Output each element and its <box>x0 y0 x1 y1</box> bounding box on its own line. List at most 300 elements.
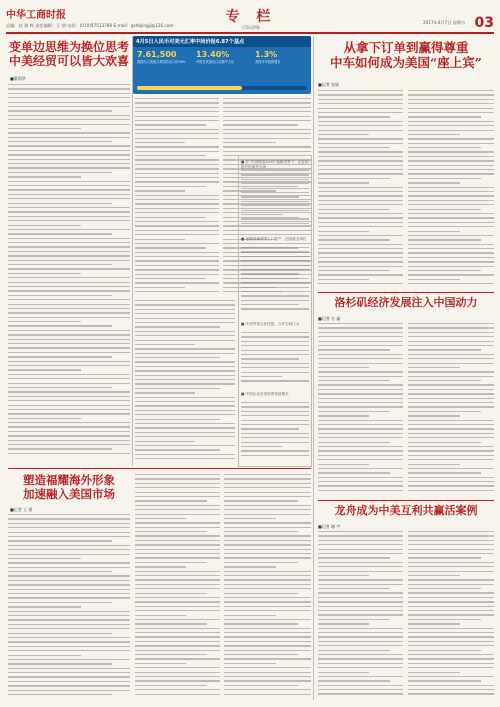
text-line <box>408 540 494 541</box>
text-line <box>408 389 494 390</box>
text-line <box>408 676 494 677</box>
text-line <box>8 189 130 190</box>
text-line <box>135 217 206 218</box>
text-line <box>135 366 235 367</box>
text-line <box>318 248 403 249</box>
text-line <box>318 689 403 690</box>
text-line <box>8 110 112 111</box>
text-line <box>8 137 130 138</box>
text-line <box>8 93 130 94</box>
text-line <box>318 450 403 451</box>
text-line <box>318 584 403 585</box>
text-line <box>318 571 403 572</box>
stat-value: 1.3% <box>255 50 278 59</box>
text-line <box>8 167 130 168</box>
text-line <box>8 624 130 625</box>
text-line <box>224 535 311 536</box>
text-line <box>8 606 81 607</box>
article-2-body-right <box>408 90 494 290</box>
text-line <box>318 235 403 236</box>
text-line <box>408 160 494 161</box>
text-line <box>241 205 309 206</box>
text-line <box>135 427 235 428</box>
text-line <box>408 341 494 342</box>
text-line <box>135 397 235 398</box>
text-line <box>241 446 282 447</box>
column-divider <box>132 36 133 466</box>
text-line <box>241 214 282 215</box>
text-line <box>318 575 369 576</box>
text-line <box>408 667 494 668</box>
text-line <box>135 610 220 611</box>
text-line <box>408 274 494 275</box>
text-line <box>408 610 494 611</box>
text-line <box>224 619 311 620</box>
text-line <box>135 177 219 178</box>
text-line <box>135 392 195 393</box>
text-line <box>408 130 494 131</box>
text-line <box>318 389 403 390</box>
text-line <box>318 614 403 615</box>
text-line <box>318 130 403 131</box>
text-line <box>408 442 481 443</box>
text-line <box>408 553 494 554</box>
text-line <box>318 597 403 598</box>
text-line <box>135 531 207 532</box>
text-line <box>223 124 298 125</box>
bullet-3: ■ 中美贸易互补性强，合作空间巨大 <box>241 322 300 326</box>
text-line <box>224 680 311 681</box>
paper-name: 中华工商时报 <box>6 10 66 21</box>
text-line <box>318 270 390 271</box>
text-line <box>8 435 130 436</box>
text-line <box>408 597 494 598</box>
text-line <box>318 231 369 232</box>
text-line <box>318 540 403 541</box>
text-line <box>408 641 494 642</box>
text-line <box>318 222 403 223</box>
text-line <box>8 676 130 677</box>
text-line <box>224 623 298 624</box>
text-line <box>135 247 206 248</box>
article-1-headline-line-2: 中美经贸可以皆大欢喜 <box>8 54 129 69</box>
text-line <box>408 672 460 673</box>
text-line <box>318 182 369 183</box>
stat-label: 我国出口美国占我国总出口的18% <box>137 60 186 64</box>
text-line <box>8 260 130 261</box>
text-line <box>318 531 403 532</box>
text-line <box>241 455 309 456</box>
bullet-3-body <box>241 332 309 387</box>
text-line <box>8 128 81 129</box>
text-line <box>8 290 130 291</box>
text-line <box>8 141 112 142</box>
text-line <box>8 378 130 379</box>
text-line <box>318 252 403 253</box>
text-line <box>318 349 390 350</box>
infographic-stat-3 <box>255 50 307 64</box>
text-line <box>408 125 494 126</box>
text-line <box>135 348 235 349</box>
article-3-body-middle <box>135 474 220 702</box>
text-line <box>408 345 494 346</box>
text-line <box>135 654 207 655</box>
text-line <box>135 322 235 323</box>
text-line <box>241 300 309 301</box>
text-line <box>135 212 219 213</box>
text-line <box>241 179 309 180</box>
text-line <box>8 527 130 528</box>
section-divider <box>8 468 311 469</box>
text-line <box>241 287 309 288</box>
article-5-headline: 龙舟成为中美互利共赢活案例 <box>334 504 478 517</box>
text-line <box>408 398 494 399</box>
text-line <box>224 597 311 598</box>
text-line <box>318 402 403 403</box>
text-line <box>224 483 311 484</box>
text-line <box>241 442 309 443</box>
text-line <box>318 151 403 152</box>
text-line <box>8 633 112 634</box>
article-2-headline-line-2: 中车如何成为美国“座上宾” <box>330 55 482 70</box>
text-line <box>8 694 112 695</box>
infographic-stat-2 <box>196 50 248 64</box>
text-line <box>135 138 219 139</box>
text-line <box>408 485 494 486</box>
bullet-1-body <box>241 170 309 230</box>
text-line <box>224 553 311 554</box>
text-line <box>408 632 494 633</box>
article-1-headline <box>8 40 130 69</box>
text-line <box>408 200 494 201</box>
text-line <box>8 602 112 603</box>
text-line <box>318 266 403 267</box>
text-line <box>135 650 220 651</box>
text-line <box>241 402 309 403</box>
stat-label: 美国对华投资增长 <box>255 60 281 64</box>
stat-value: 7.61,500 <box>137 50 177 59</box>
text-line <box>408 645 494 646</box>
text-line <box>135 159 219 160</box>
text-line <box>318 490 403 491</box>
text-line <box>224 540 311 541</box>
text-line <box>223 107 311 108</box>
text-line <box>8 325 112 326</box>
text-line <box>318 160 403 161</box>
text-line <box>408 663 494 664</box>
text-line <box>318 610 403 611</box>
text-line <box>135 672 220 673</box>
section-divider <box>318 500 494 501</box>
text-line <box>8 97 130 98</box>
text-line <box>241 295 309 296</box>
column-divider <box>313 36 314 700</box>
page-number: 03 <box>474 14 494 31</box>
text-line <box>318 90 403 91</box>
text-line <box>135 98 219 99</box>
text-line <box>318 472 390 473</box>
text-line <box>408 90 494 91</box>
text-line <box>241 201 309 202</box>
text-line <box>241 332 309 333</box>
text-line <box>135 628 220 629</box>
text-line <box>224 487 311 488</box>
text-line <box>408 103 494 104</box>
text-line <box>318 279 369 280</box>
text-line <box>318 354 403 355</box>
text-line <box>224 522 311 523</box>
text-line <box>135 221 219 222</box>
text-line <box>318 336 403 337</box>
text-line <box>408 108 494 109</box>
text-line <box>408 239 481 240</box>
text-line <box>224 514 311 515</box>
text-line <box>318 257 403 258</box>
article-2-headline-line-1: 从拿下订单到赢得尊重 <box>343 40 469 55</box>
text-line <box>135 676 220 677</box>
text-line <box>318 481 403 482</box>
text-line <box>318 187 403 188</box>
article-3-headline <box>8 474 130 502</box>
text-line <box>135 518 186 519</box>
text-line <box>135 623 207 624</box>
text-line <box>8 220 130 221</box>
text-line <box>408 424 494 425</box>
text-line <box>318 376 403 377</box>
text-line <box>135 120 219 121</box>
text-line <box>318 116 390 117</box>
article-2-body-left <box>318 90 403 290</box>
text-line <box>135 562 207 563</box>
text-line <box>8 659 130 660</box>
text-line <box>135 287 185 288</box>
text-line <box>8 554 130 555</box>
text-line <box>408 557 481 558</box>
text-line <box>135 252 219 253</box>
text-line <box>318 121 403 122</box>
text-line <box>408 231 460 232</box>
text-line <box>241 358 299 359</box>
text-line <box>135 318 235 319</box>
text-line <box>135 309 235 310</box>
text-line <box>135 685 207 686</box>
text-line <box>241 291 282 292</box>
bullet-4-body <box>241 402 309 462</box>
text-line <box>408 266 494 267</box>
text-line <box>8 124 130 125</box>
text-line <box>8 225 81 226</box>
stat-label: 中国在美国出口总额中占比 <box>196 60 235 64</box>
text-line <box>241 424 309 425</box>
text-line <box>318 446 403 447</box>
text-line <box>8 88 130 89</box>
text-line <box>135 487 220 488</box>
text-line <box>318 213 403 214</box>
text-line <box>224 549 311 550</box>
text-line <box>224 579 311 580</box>
text-line <box>408 327 494 328</box>
text-line <box>318 442 390 443</box>
text-line <box>135 449 220 450</box>
text-line <box>408 411 481 412</box>
text-line <box>318 579 403 580</box>
text-line <box>8 185 130 186</box>
text-line <box>8 615 130 616</box>
text-line <box>135 146 219 147</box>
text-line <box>8 646 130 647</box>
text-line <box>8 391 130 392</box>
text-line <box>135 370 235 371</box>
text-line <box>224 584 311 585</box>
text-line <box>408 371 494 372</box>
text-line <box>224 641 311 642</box>
text-line <box>408 592 494 593</box>
text-line <box>135 383 235 384</box>
text-line <box>8 558 81 559</box>
text-line <box>318 398 403 399</box>
text-line <box>224 531 298 532</box>
text-line <box>241 278 309 279</box>
text-line <box>241 265 309 266</box>
text-line <box>318 680 390 681</box>
text-line <box>241 354 309 355</box>
article-3-body-left <box>8 514 130 702</box>
text-line <box>135 107 219 108</box>
text-line <box>408 384 494 385</box>
text-line <box>318 341 403 342</box>
text-line <box>408 147 481 148</box>
text-line <box>318 191 403 192</box>
text-line <box>318 628 403 629</box>
text-line <box>8 637 130 638</box>
text-line <box>408 584 494 585</box>
text-line <box>135 344 195 345</box>
text-line <box>408 336 494 337</box>
text-line <box>8 119 130 120</box>
text-line <box>135 423 235 424</box>
text-line <box>135 458 235 459</box>
text-line <box>318 367 369 368</box>
text-line <box>318 606 403 607</box>
text-line <box>241 196 299 197</box>
text-line <box>408 99 494 100</box>
text-line <box>408 650 481 651</box>
text-line <box>318 125 403 126</box>
text-line <box>135 269 219 270</box>
text-line <box>8 299 130 300</box>
text-line <box>8 690 130 691</box>
text-line <box>135 260 219 261</box>
text-line <box>241 304 299 305</box>
text-line <box>8 312 130 313</box>
text-line <box>408 628 494 629</box>
text-line <box>223 102 311 103</box>
text-line <box>135 243 219 244</box>
text-line <box>318 588 390 589</box>
text-line <box>408 571 494 572</box>
text-line <box>135 186 206 187</box>
text-line <box>8 413 130 414</box>
text-line <box>8 115 130 116</box>
text-line <box>8 532 130 533</box>
text-line <box>318 327 403 328</box>
text-line <box>224 593 298 594</box>
text-line <box>224 685 298 686</box>
text-line <box>408 535 494 536</box>
text-line <box>408 270 481 271</box>
text-line <box>135 509 220 510</box>
text-line <box>8 453 130 454</box>
text-line <box>8 233 112 234</box>
text-line <box>135 636 220 637</box>
text-line <box>408 420 494 421</box>
text-line <box>241 188 309 189</box>
text-line <box>8 264 112 265</box>
text-line <box>224 505 311 506</box>
text-line <box>8 396 130 397</box>
text-line <box>241 308 309 309</box>
text-line <box>135 405 235 406</box>
text-line <box>408 121 494 122</box>
text-line <box>318 217 403 218</box>
text-line <box>8 418 81 419</box>
text-line <box>135 632 220 633</box>
text-line <box>408 428 494 429</box>
bullet-4: ■ 中国企业在美投资持续增长 <box>241 392 289 396</box>
text-line <box>318 464 369 465</box>
text-line <box>318 468 403 469</box>
text-line <box>135 505 220 506</box>
text-line <box>8 628 130 629</box>
text-line <box>8 523 130 524</box>
masthead-left <box>6 6 173 29</box>
text-line <box>408 455 494 456</box>
text-line <box>408 658 494 659</box>
text-line <box>135 234 219 235</box>
text-line <box>224 544 311 545</box>
text-line <box>8 277 130 278</box>
text-line <box>8 198 130 199</box>
article-4-headline: 洛杉矶经济发展注入中国动力 <box>334 296 478 309</box>
text-line <box>224 650 311 651</box>
text-line <box>224 509 311 510</box>
article-2-headline <box>318 40 494 70</box>
text-line <box>408 490 494 491</box>
text-line <box>318 178 390 179</box>
text-line <box>223 146 311 147</box>
article-4-byline: ■记者 万 鑫 <box>318 316 341 321</box>
text-line <box>318 134 369 135</box>
text-line <box>135 357 220 358</box>
text-line <box>8 400 130 401</box>
text-line <box>318 553 403 554</box>
text-line <box>408 472 481 473</box>
text-line <box>8 580 130 581</box>
text-line <box>8 641 130 642</box>
text-line <box>135 579 220 580</box>
text-line <box>241 223 309 224</box>
text-line <box>241 336 309 337</box>
text-line <box>318 244 403 245</box>
text-line <box>135 615 186 616</box>
text-line <box>224 672 311 673</box>
section-title-en: COLUMN <box>242 25 260 30</box>
text-line <box>135 549 220 550</box>
text-line <box>318 601 403 602</box>
text-line <box>135 230 219 231</box>
text-line <box>318 420 403 421</box>
text-line <box>318 636 403 637</box>
